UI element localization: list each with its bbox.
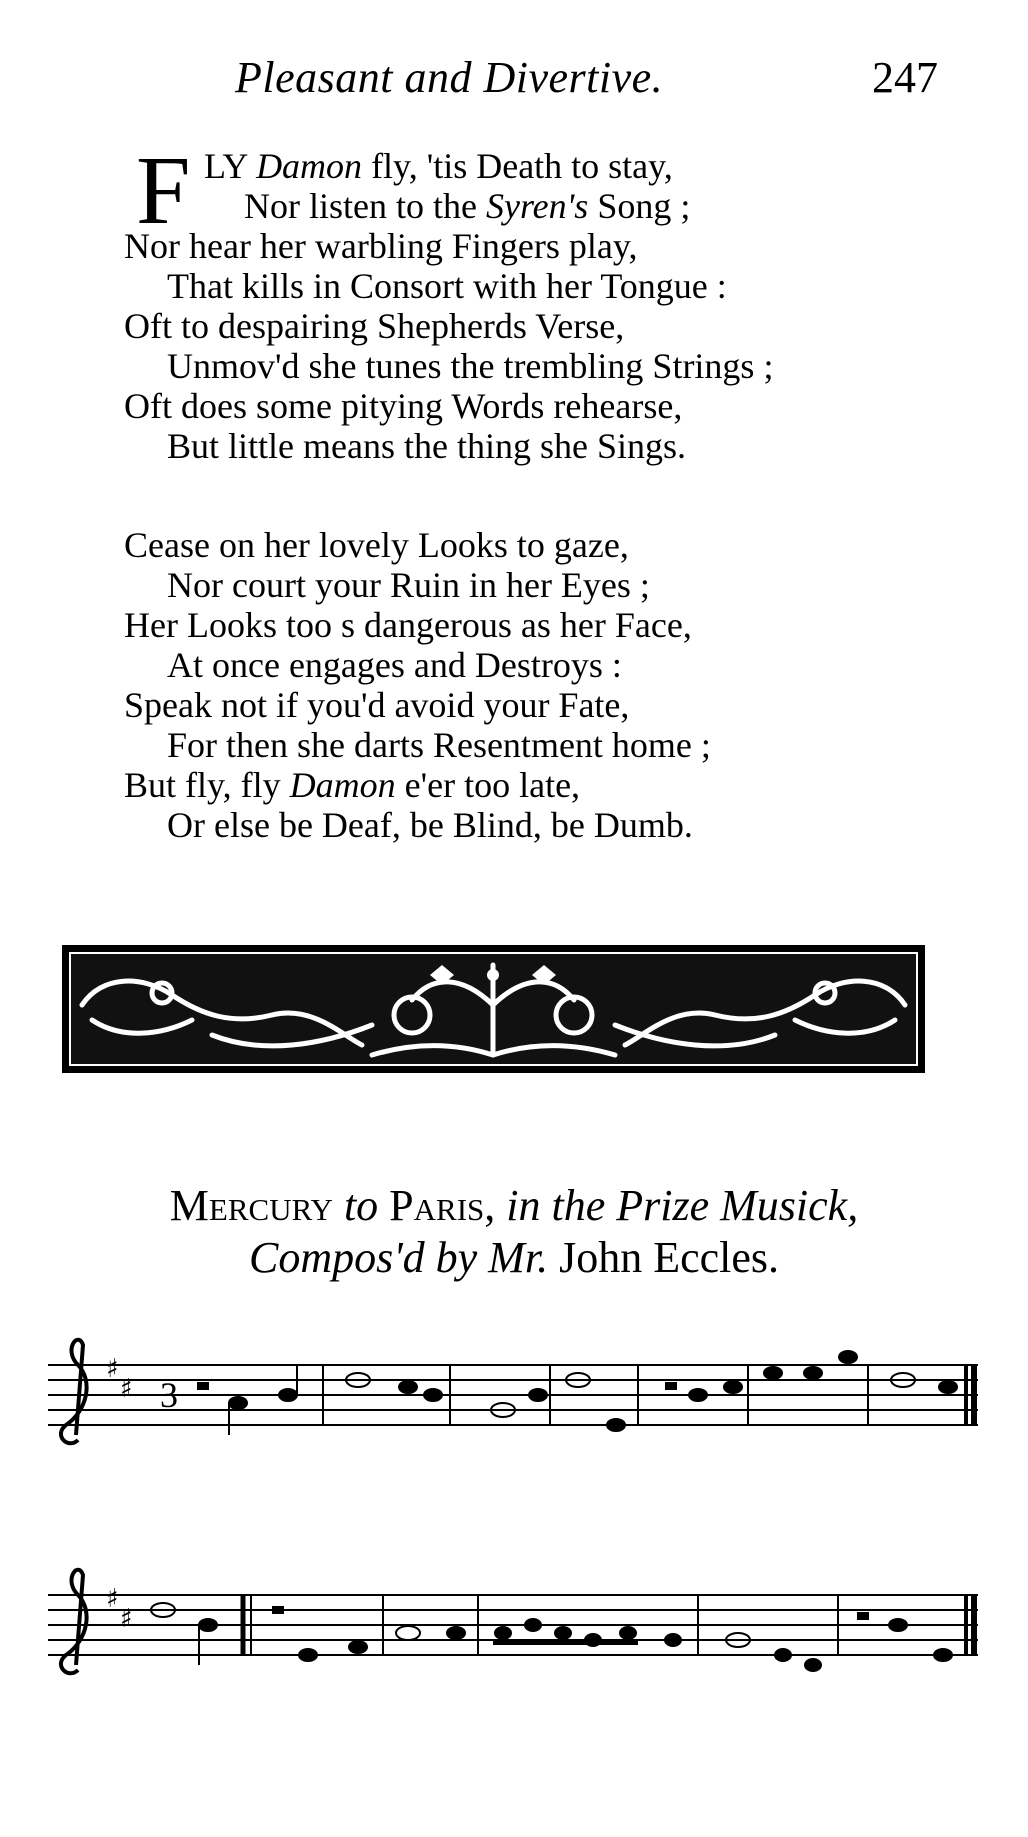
treble-clef-icon xyxy=(61,1570,87,1674)
song-subtitle: Compos'd by Mr. John Eccles. xyxy=(248,1233,780,1282)
svg-text:♯: ♯ xyxy=(120,1374,133,1404)
poem-line: Oft to despairing Shepherds Verse, xyxy=(124,306,625,346)
drop-cap: F xyxy=(136,137,191,245)
song-title: Mercury to Paris, in the Prize Musick, xyxy=(169,1181,859,1230)
music-staff xyxy=(48,1555,978,1715)
poem-line: Or else be Deaf, be Blind, be Dumb. xyxy=(167,805,693,845)
svg-text:♯: ♯ xyxy=(120,1604,133,1634)
poem-line: But fly, fly Damon e'er too late, xyxy=(124,765,581,805)
svg-text:♯: ♯ xyxy=(106,1584,119,1614)
running-head: Pleasant and Divertive. xyxy=(235,53,664,102)
poem-line: Unmov'd she tunes the trembling Strings ; xyxy=(167,346,774,386)
poem-line: For then she darts Resentment home ; xyxy=(167,725,711,765)
poem-line: Speak not if you'd avoid your Fate, xyxy=(124,685,630,725)
poem-line: LY Damon fly, 'tis Death to stay, xyxy=(204,146,673,186)
treble-clef-icon xyxy=(61,1340,87,1444)
poem-line: Cease on her lovely Looks to gaze, xyxy=(124,525,629,565)
svg-text:♯: ♯ xyxy=(106,1354,119,1384)
poem-line: Her Looks too s dangerous as her Face, xyxy=(124,605,692,645)
music-staff xyxy=(48,1325,978,1475)
time-signature: 3 xyxy=(160,1375,178,1415)
poem-line: Oft does some pitying Words rehearse, xyxy=(124,386,683,426)
poem-line: That kills in Consort with her Tongue : xyxy=(167,266,727,306)
poem-line: Nor hear her warbling Fingers play, xyxy=(124,226,638,266)
poem-line: At once engages and Destroys : xyxy=(167,645,622,685)
poem-line: Nor listen to the Syren's Song ; xyxy=(244,186,691,226)
ornamental-band xyxy=(62,945,925,1073)
page-number: 247 xyxy=(872,53,938,102)
poem-line: Nor court your Ruin in her Eyes ; xyxy=(167,565,650,605)
poem-line: But little means the thing she Sings. xyxy=(167,426,686,466)
